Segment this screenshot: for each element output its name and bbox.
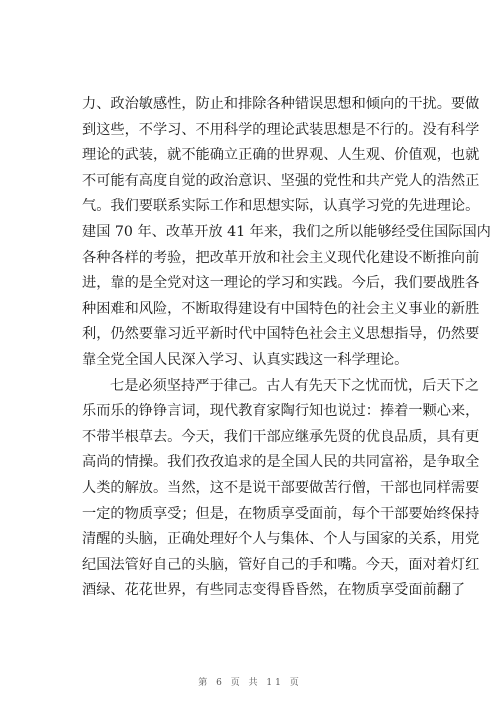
- text-line: 纪国法管好自己的头脑，管好自己的手和嘴。今天，面对着灯红: [82, 556, 480, 573]
- text-line: 气。我们要联系实际工作和思想实际，认真学习党的先进理论。: [82, 198, 480, 215]
- text-line: 利，仍然要靠习近平新时代中国特色社会主义思想指导，仍然要: [82, 326, 480, 343]
- text-line: 不可能有高度自觉的政治意识、坚强的党性和共产党人的浩然正: [82, 172, 480, 189]
- text-line: 不带半根草去。今天，我们干部应继承先贤的优良品质，具有更: [82, 428, 480, 445]
- text-line: 到这些，不学习、不用科学的理论武装思想是不行的。没有科学: [82, 121, 480, 138]
- text-line: 理论的武装，就不能确立正确的世界观、人生观、价值观，也就: [82, 147, 480, 164]
- body-text: [82, 92, 491, 604]
- text-line: 进，靠的是全党对这一理论的学习和实践。今后，我们要战胜各: [82, 275, 480, 292]
- text-line: 力、政治敏感性，防止和排除各种错误思想和倾向的干扰。要做: [82, 96, 480, 112]
- text-line: 建国 70 年、改革开放 41 年来，我们之所以能够经受住国际国内: [82, 223, 491, 240]
- text-line: 靠全党全国人民深入学习、认真实践这一科学理论。: [82, 351, 409, 368]
- text-line: 乐而乐的铮铮言词，现代教育家陶行知也说过：捧着一颗心来，: [82, 403, 480, 420]
- text-line: 种困难和风险，不断取得建设有中国特色的社会主义事业的新胜: [82, 300, 480, 317]
- text-line: 一定的物质享受；但是，在物质享受面前，每个干部要始终保持: [82, 505, 480, 522]
- page-number: 第 6 页 共 11 页: [198, 678, 302, 688]
- text-line: 清醒的头脑，正确处理好个人与集体、个人与国家的关系，用党: [82, 531, 480, 548]
- text-line: 酒绿、花花世界，有些同志变得昏昏然，在物质享受面前翻了: [82, 582, 466, 599]
- text-line: 七是必须坚持严于律己。古人有先天下之忧而忧，后天下之: [110, 377, 479, 394]
- text-line: 各种各样的考验，把改革开放和社会主义现代化建设不断推向前: [82, 249, 480, 266]
- text-line: 人类的解放。当然，这不是说干部要做苦行僧，干部也同样需要: [82, 479, 480, 496]
- text-line: 高尚的情操。我们孜孜追求的是全国人民的共同富裕，是争取全: [82, 454, 480, 471]
- paragraph-2: [82, 374, 480, 604]
- paragraph-1: [82, 92, 491, 374]
